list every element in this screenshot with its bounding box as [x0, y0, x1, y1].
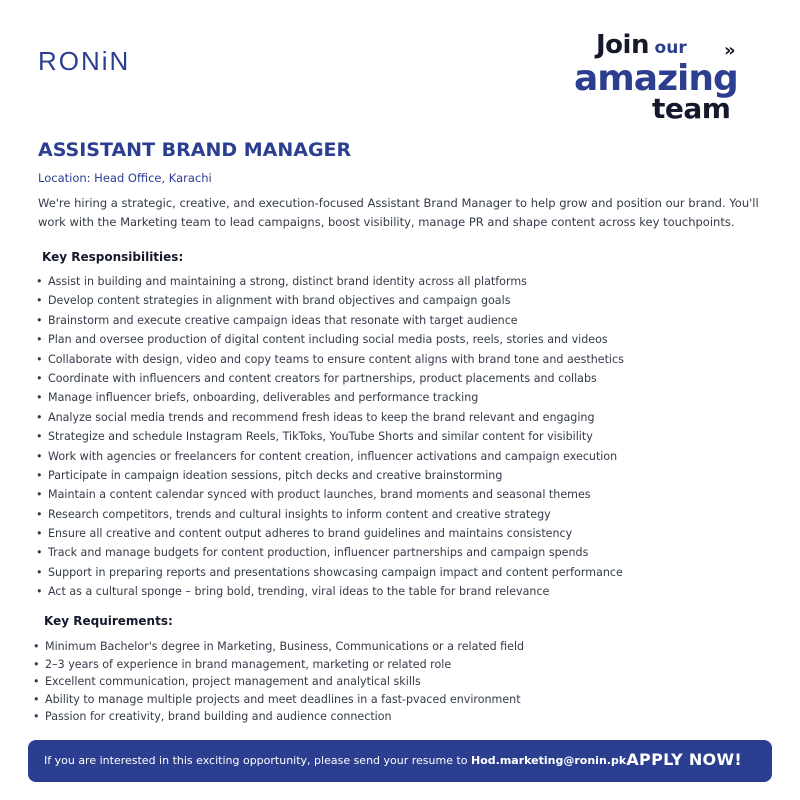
ronin-logo: RONiN — [38, 46, 131, 76]
list-item-text: Ability to manage multiple projects and meet deadlines in a fast-pvaced environment — [45, 692, 521, 706]
list-item — [33, 693, 773, 711]
bullet-icon: • — [36, 391, 43, 405]
list-item — [36, 450, 776, 469]
bullet-icon: • — [33, 710, 40, 723]
responsibilities-list — [36, 275, 776, 605]
double-chevron-icon: » — [724, 40, 736, 61]
list-item-text: Work with agencies or freelancers for content creation, influencer activations and campaign execution — [48, 449, 618, 463]
job-intro: We're hiring a strategic, creative, and execution-focused Assistant Brand Manager to help grow and position our brand. You'll work with the Marketing team to lead campaigns, boost visibility, manage PR and shape content across key touchpoints. — [38, 196, 759, 229]
responsibilities-heading: Key Responsibilities: — [42, 250, 184, 264]
list-item — [36, 275, 776, 294]
bullet-icon: • — [33, 640, 40, 653]
footer-text: If you are interested in this exciting opportunity, please send your resume to — [44, 754, 472, 767]
list-item — [33, 640, 773, 658]
list-item — [36, 314, 776, 333]
bullet-icon: • — [36, 313, 43, 327]
join-word: Join — [596, 30, 649, 60]
list-item — [36, 546, 776, 565]
list-item-text: Maintain a content calendar synced with product launches, brand moments and seasonal themes — [48, 488, 591, 502]
list-item-text: Track and manage budgets for content production, influencer partnerships and campaign spends — [48, 546, 589, 560]
bullet-icon: • — [36, 410, 43, 424]
our-word: our — [654, 38, 687, 58]
list-item-text: Assist in building and maintaining a strong, distinct brand identity across all platforms — [48, 275, 527, 288]
bullet-icon: • — [36, 371, 43, 385]
list-item — [36, 527, 776, 546]
list-item — [36, 585, 776, 604]
join-line — [596, 30, 687, 60]
list-item — [36, 372, 776, 391]
list-item — [36, 566, 776, 585]
list-item-text: Participate in campaign ideation sessions, pitch decks and creative brainstorming — [48, 468, 503, 482]
list-item-text: Brainstorm and execute creative campaign ideas that resonate with target audience — [48, 313, 518, 327]
list-item-text: Research competitors, trends and cultural insights to inform content and creative strategy — [48, 507, 551, 521]
list-item-text: Passion for creativity, brand building and audience connection — [45, 710, 392, 723]
bullet-icon: • — [36, 352, 43, 366]
list-item-text: Develop content strategies in alignment with brand objectives and campaign goals — [48, 294, 511, 308]
bullet-icon: • — [33, 692, 40, 706]
list-item — [36, 430, 776, 449]
list-item — [36, 411, 776, 430]
footer-message — [44, 754, 626, 767]
bullet-icon: • — [36, 294, 43, 308]
list-item-text: Support in preparing reports and presentations showcasing campaign impact and content performance — [48, 565, 623, 579]
requirements-list — [33, 640, 773, 728]
list-item-text: Analyze social media trends and recommend fresh ideas to keep the brand relevant and engaging — [48, 410, 595, 424]
list-item — [36, 391, 776, 410]
list-item-text: Coordinate with influencers and content creators for partnerships, product placements and collabs — [48, 371, 597, 385]
apply-footer-bar — [28, 740, 772, 782]
list-item — [36, 333, 776, 352]
bullet-icon: • — [36, 449, 43, 463]
apply-now-button[interactable]: APPLY NOW! — [626, 750, 742, 769]
bullet-icon: • — [36, 430, 43, 444]
bullet-icon: • — [36, 527, 43, 541]
bullet-icon: • — [33, 657, 40, 671]
team-word: team — [652, 92, 731, 125]
list-item-text: Ensure all creative and content output adheres to brand guidelines and maintains consistency — [48, 527, 573, 541]
list-item-text: Strategize and schedule Instagram Reels, TikToks, YouTube Shorts and similar content for visibility — [48, 430, 593, 444]
list-item-text: Plan and oversee production of digital content including social media posts, reels, stories and videos — [48, 333, 608, 347]
bullet-icon: • — [33, 675, 40, 688]
list-item-text: Excellent communication, project management and analytical skills — [45, 675, 421, 688]
bullet-icon: • — [36, 546, 43, 560]
bullet-icon: • — [36, 565, 43, 579]
list-item-text: Manage influencer briefs, onboarding, deliverables and performance tracking — [48, 391, 479, 405]
list-item — [33, 658, 773, 676]
list-item — [33, 710, 773, 728]
bullet-icon: • — [36, 275, 43, 288]
requirements-heading: Key Requirements: — [44, 614, 173, 628]
list-item-text: Act as a cultural sponge – bring bold, trending, viral ideas to the table for brand relevance — [48, 585, 550, 599]
bullet-icon: • — [36, 333, 43, 347]
list-item-text: 2–3 years of experience in brand management, marketing or related role — [45, 657, 452, 671]
list-item-text: Minimum Bachelor's degree in Marketing, Business, Communications or a related field — [45, 640, 525, 653]
bullet-icon: • — [36, 468, 43, 482]
list-item — [36, 508, 776, 527]
job-title: ASSISTANT BRAND MANAGER — [38, 139, 352, 161]
contact-email-link[interactable]: Hod.marketing@ronin.pk — [471, 754, 627, 767]
list-item — [36, 469, 776, 488]
bullet-icon: • — [36, 507, 43, 521]
list-item-text: Collaborate with design, video and copy teams to ensure content aligns with brand tone and aesthetics — [48, 352, 624, 366]
list-item — [36, 294, 776, 313]
amazing-word: amazing — [574, 58, 738, 99]
list-item — [36, 488, 776, 507]
bullet-icon: • — [36, 488, 43, 502]
bullet-icon: • — [36, 585, 43, 599]
list-item — [36, 353, 776, 372]
job-location: Location: Head Office, Karachi — [38, 171, 212, 185]
list-item — [33, 675, 773, 693]
join-our-amazing-team-banner — [574, 30, 774, 125]
